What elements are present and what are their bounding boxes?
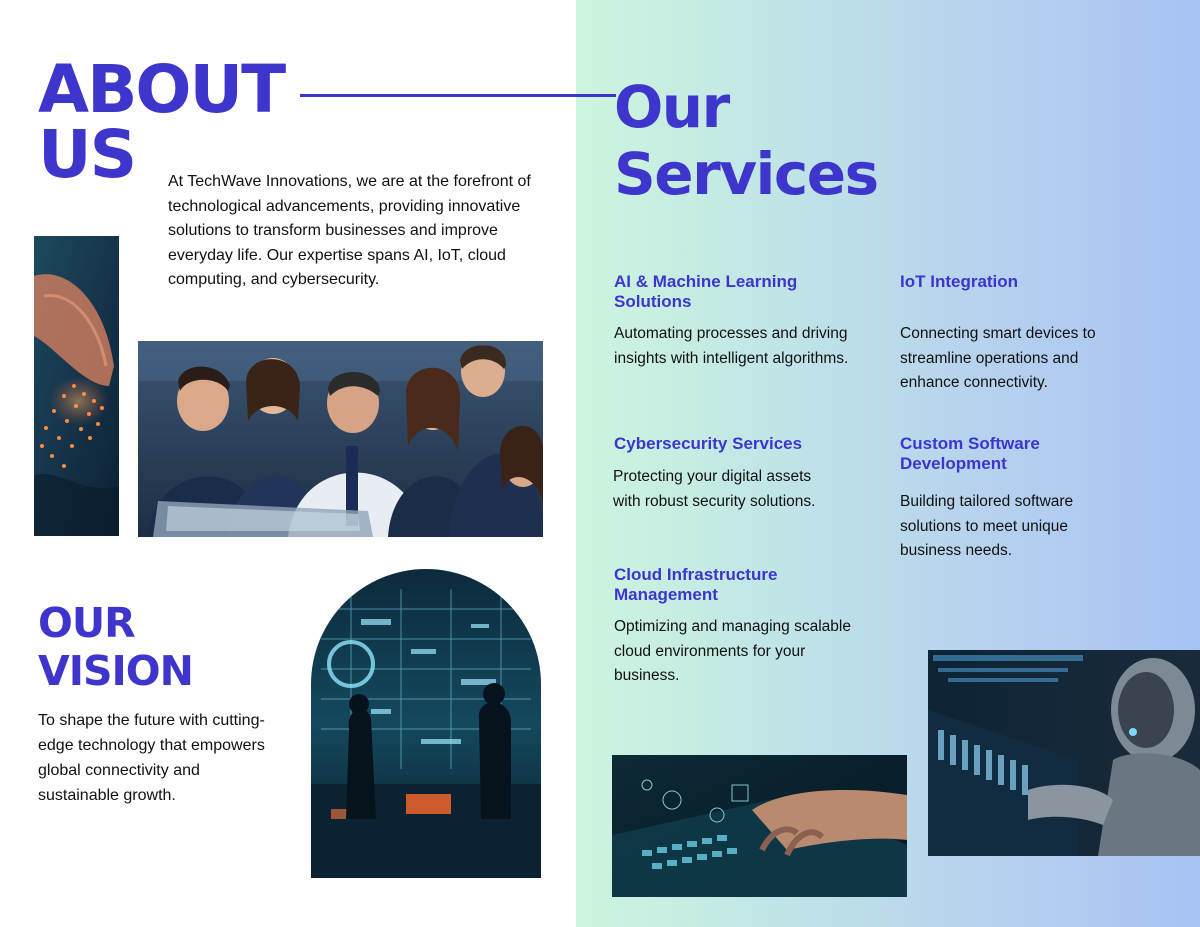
robot-control-image [928, 650, 1200, 856]
service-title-cybersecurity: Cybersecurity Services [614, 434, 803, 453]
data-center-arch-image [311, 569, 541, 878]
service-title-ai: AI & Machine Learning Solutions [614, 272, 798, 311]
service-desc-cybersecurity: Protecting your digital assets with robust security solutions. [613, 468, 816, 510]
service-desc-iot: Connecting smart devices to streamline operations and enhance connectivity. [900, 325, 1096, 391]
service-desc-software: Building tailored software solutions to meet unique business needs. [900, 493, 1074, 559]
service-title-software: Custom Software Development [900, 434, 1040, 473]
team-collaboration-image [138, 341, 543, 537]
vision-title: OUR VISION [38, 599, 193, 695]
service-title-cloud: Cloud Infrastructure Management [614, 565, 778, 604]
fingertip-tech-image [34, 236, 119, 536]
laptop-cybersecurity-image [612, 755, 907, 897]
service-desc-cloud: Optimizing and managing scalable cloud environments for your business. [614, 618, 851, 684]
vision-body: To shape the future with cutting-edge technology that empowers global connectivity and sustainable growth. [38, 712, 265, 804]
service-title-iot: IoT Integration [900, 272, 1019, 291]
about-body: At TechWave Innovations, we are at the forefront of technological advancements, providing innovative solutions to transform businesses and improve everyday life. Our expertise spans AI, IoT, cloud computing, and cybersecurity. [168, 173, 531, 288]
service-desc-ai: Automating processes and driving insights with intelligent algorithms. [614, 325, 849, 367]
services-title: Our Services [614, 73, 878, 209]
title-divider-line [300, 94, 616, 97]
about-title: ABOUT US [38, 51, 285, 193]
